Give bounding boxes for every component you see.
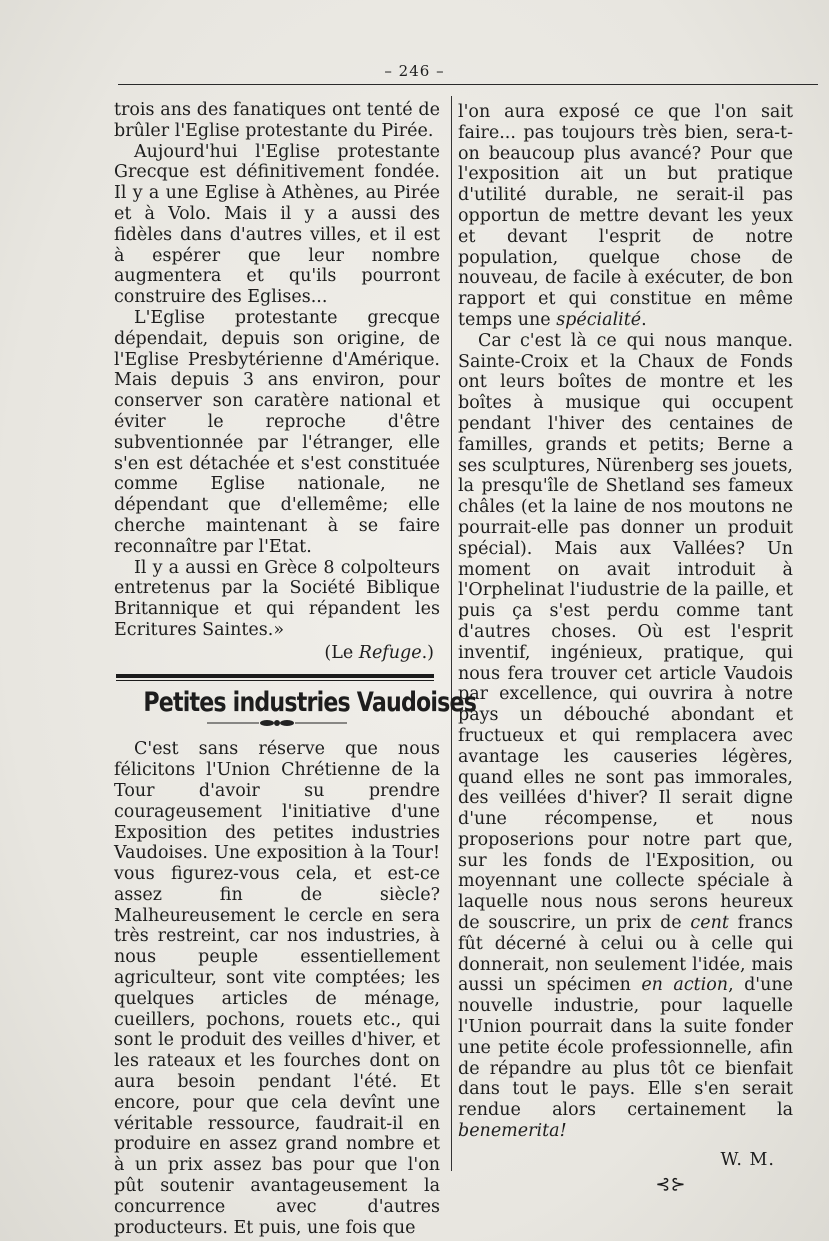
article-title: Petites industries Vaudoises	[143, 686, 477, 718]
emphasis-specialite: spécialité	[556, 309, 642, 330]
article-paragraph-1: C'est sans réserve que nous félicitons l'Union Chrétienne de la Tour d'avoir su prendre courageusement l'initiative d'une Exposition des petites industries Vaudoises. Une exposition à la Tour! vous figurez-vous cela, et est-ce assez fin de siècle? Malheureusement le cercle en sera très restreint, car nos industries, à nous peuple essentiellement agriculteur, sont vite comptées; les quelques articles de ménage, cueillers, pochons, rouets etc., qui sont le produit des veilles d'hiver, et les rateaux et les fourches dont on aura besoin pendant l'été. Et encore, pour que cela devînt une véritable ressource, faudrait-il en produire en assez grand nombre et à un prix assez bas pour que l'on pût soutenir avantageusement la concurrence avec d'autres producteurs. Et puis, une fois que	[114, 739, 440, 1238]
column-divider	[451, 96, 452, 1171]
continuation-paragraph: trois ans des fanatiques ont tenté de brûler l'Eglise protestante du Pirée.	[114, 100, 440, 141]
para-end: .	[641, 309, 647, 330]
para-text-b: francs fût décerné à celui ou à celle qui donnerait, non seulement l'idée, mais aussi un spécimen	[458, 913, 793, 996]
para-text: l'on aura exposé ce que l'on sait faire... pas toujours très bien, sera-t-on beaucoup plus avancé? Pour que l'exposition ait un but pratique d'utilité durable, ne serait-il pas opportun de mettre devant les yeux et devant l'esprit de notre population, quelque chose de nouveau, de facile à exécuter, de bon rapport et qui constitue en même temps une	[458, 102, 793, 330]
end-ornament-icon: ⊰⊱	[655, 1173, 686, 1195]
paragraph-greek-church: Aujourd'hui l'Eglise protestante Grecque est définitivement fondée. Il y a une Eglise à Athènes, au Pirée et à Volo. Mais il y a aussi des fidèles dans d'autres villes, et il est à espérer que leur nombre augmentera et qu'ils pourront construire des Eglises...	[114, 141, 440, 308]
article-paragraph-2	[458, 331, 793, 1142]
emphasis-benemerita: benemerita!	[458, 1121, 567, 1142]
flourish-ornament-icon	[207, 716, 347, 730]
emphasis-en-action: en action	[641, 975, 729, 996]
article-paragraph-continued	[458, 102, 793, 331]
page-number: – 246 –	[384, 62, 445, 80]
author-signature: W. M.	[720, 1149, 775, 1170]
emphasis-cent: cent	[690, 913, 729, 934]
paragraph-colporteurs: Il y a aussi en Grèce 8 colpolteurs entretenus par la Société Biblique Britannique et qui répandent les Ecritures Saintes.»	[114, 557, 440, 640]
para-text-a: Car c'est là ce qui nous manque. Sainte-Croix et la Chaux de Fonds ont leurs boîtes de montre et les boîtes à musique qui occupent pendant l'hiver des centaines de familles, grands et petits; Berne a ses sculptures, Nürenberg ses jouets, la presqu'île de Shetland ses fameux châles (et la laine de nos moutons ne pourrait-elle pas donner un produit spécial). Mais aux Vallées? Un moment on avait introduit à l'Orphelinat l'iudustrie de la paille, et puis ça s'est perdu comme tant d'autres choses. Où est l'esprit inventif, ingénieux, pratique, qui nous fera trouver cet article Vaudois par excellence, qui ouvrira à notre pays un débouché abondant et fructueux et qui remplacera avec avantage les causeries légères, quand elles ne sont pas immorales, des veillées d'hiver? Il serait digne d'une récompense, et nous proposerions pour notre part que, sur les fonds de l'Exposition, ou moyennant une collecte spéciale à laquelle nous nous serons heureux de souscrire, un prix de	[458, 330, 793, 934]
paragraph-presbyterian: L'Eglise protestante grecque dépendait, depuis son origine, de l'Eglise Presbytérienne d'Amérique. Mais depuis 3 ans environ, pour conserver son caratère national et éviter le reproche d'être subventionnée par l'étranger, elle s'en est détachée et s'est constituée comme Eglise nationale, ne dépendant que d'ellemême; elle cherche maintenant à se faire reconnaître par l'Etat.	[114, 307, 440, 557]
source-name: Refuge	[358, 642, 422, 663]
source-open: (Le	[324, 642, 359, 663]
right-column	[458, 102, 793, 1195]
section-rule	[116, 674, 434, 681]
source-close: .)	[421, 642, 434, 663]
left-column	[114, 100, 477, 1238]
para-text-c: , d'une nouvelle industrie, pour laquelle l'Union pourrait dans la suite fonder une petite école professionnelle, afin de répandre au plus tôt ce bienfait dans tout le pays. Elle s'en serait rendue alors certainement la	[458, 975, 793, 1121]
header-rule	[118, 84, 818, 85]
source-citation	[114, 643, 434, 664]
